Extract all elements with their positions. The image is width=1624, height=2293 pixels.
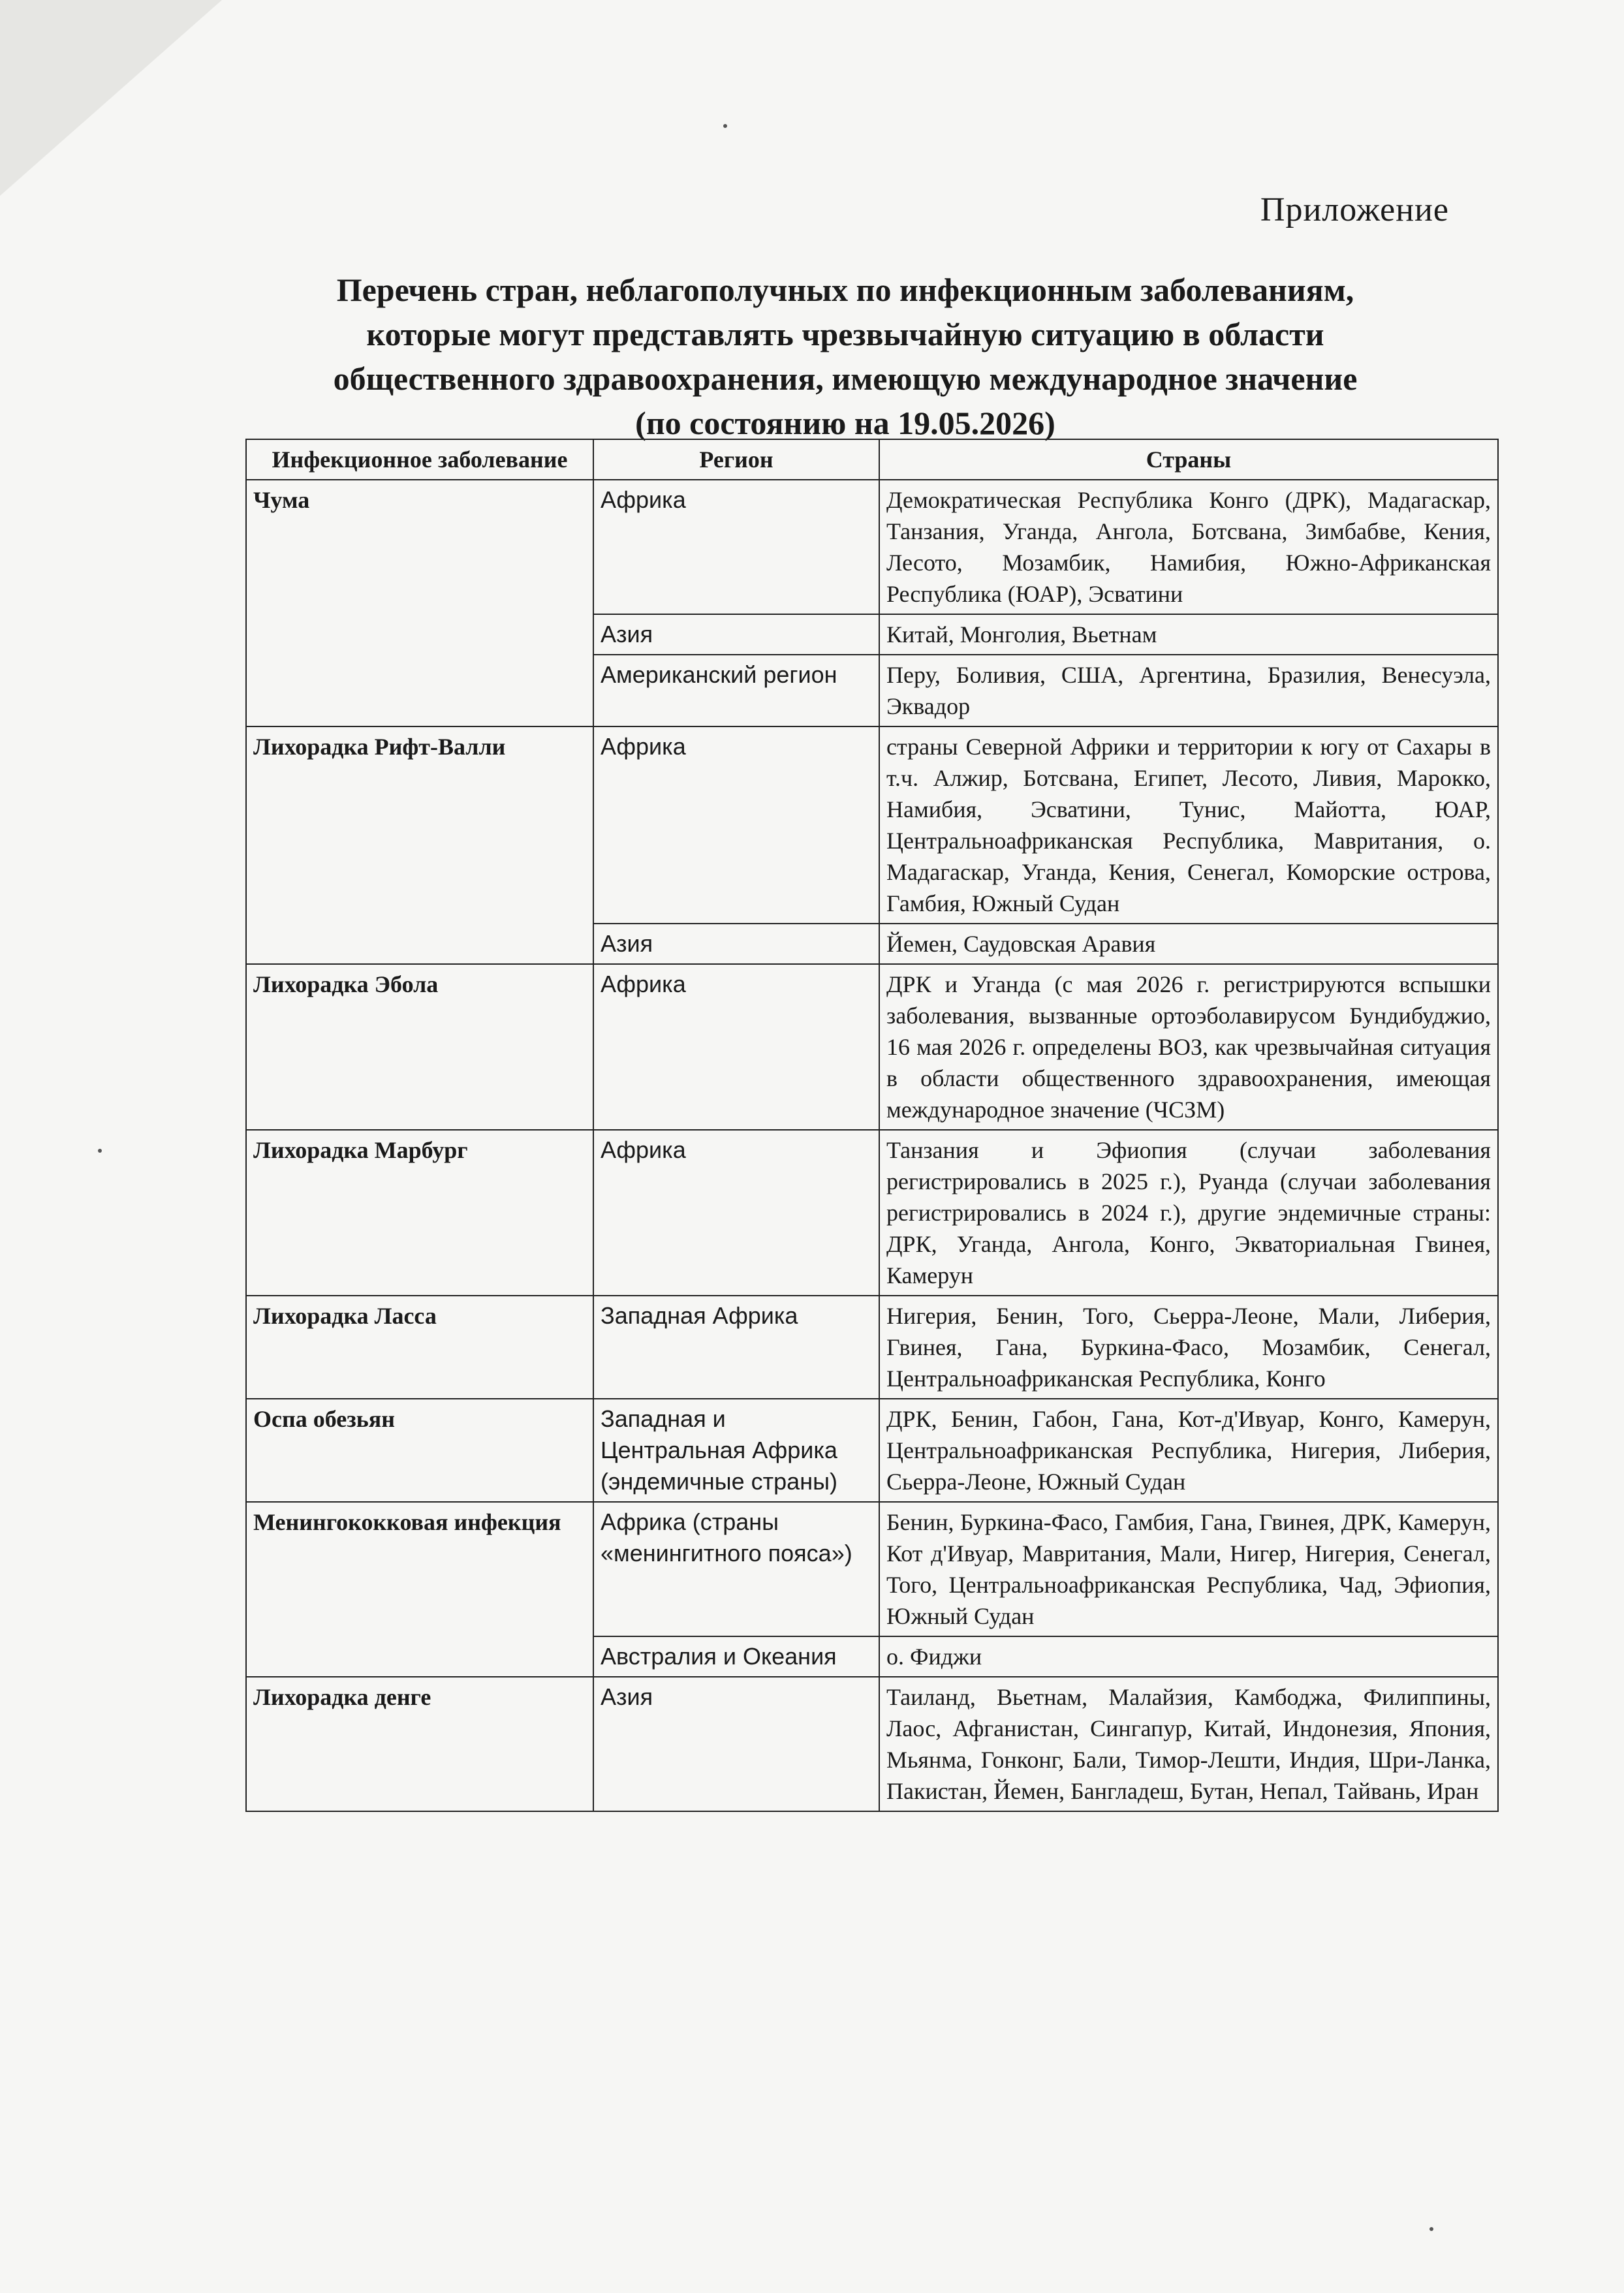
region-cell: Азия: [593, 924, 879, 964]
scan-speck: [98, 1149, 102, 1153]
countries-cell: Демократическая Республика Конго (ДРК), Мадагаскар, Танзания, Уганда, Ангола, Ботсвана, Зимбабве, Кения, Лесото, Мозамбик, Намибия, Южно-Африканская Республика (ЮАР), Эсватини: [879, 480, 1498, 614]
table-row: [246, 1399, 1498, 1502]
countries-cell: ДРК, Бенин, Габон, Гана, Кот-д'Ивуар, Конго, Камерун, Центральноафриканская Республика, Нигерия, Либерия, Сьерра-Леоне, Южный Судан: [879, 1399, 1498, 1502]
disease-cell: Менингококковая инфекция: [246, 1502, 593, 1677]
region-cell: Западная Африка: [593, 1296, 879, 1399]
scan-speck: [1429, 2227, 1433, 2231]
countries-cell: Нигерия, Бенин, Того, Сьерра-Леоне, Мали, Либерия, Гвинея, Гана, Буркина-Фасо, Мозамбик, Сенегал, Центральноафриканская Республика, Конго: [879, 1296, 1498, 1399]
countries-cell: Бенин, Буркина-Фасо, Гамбия, Гана, Гвинея, ДРК, Камерун, Кот д'Ивуар, Мавритания, Мали, Нигер, Нигерия, Сенегал, Того, Центральноафриканская Республика, Чад, Эфиопия, Южный Судан: [879, 1502, 1498, 1636]
header-region: Регион: [593, 439, 879, 480]
table-row: [246, 1502, 1498, 1636]
table-row: [246, 964, 1498, 1130]
table-row: [246, 1296, 1498, 1399]
document-title: [248, 268, 1443, 445]
region-cell: Африка: [593, 964, 879, 1130]
table-row: [246, 480, 1498, 614]
disease-cell: Оспа обезьян: [246, 1399, 593, 1502]
disease-cell: Лихорадка Эбола: [246, 964, 593, 1130]
countries-cell: Танзания и Эфиопия (случаи заболевания регистрировались в 2025 г.), Руанда (случаи заболевания регистрировались в 2024 г.), другие эндемичные страны: ДРК, Уганда, Ангола, Конго, Экваториальная Гвинея, Камерун: [879, 1130, 1498, 1296]
title-line: общественного здравоохранения, имеющую международное значение: [333, 360, 1358, 397]
region-cell: Азия: [593, 614, 879, 655]
region-cell: Австралия и Океания: [593, 1636, 879, 1677]
countries-cell: ДРК и Уганда (с мая 2026 г. регистрируются вспышки заболевания, вызванные ортоэболавирусом Бундибуджио, 16 мая 2026 г. определены ВОЗ, как чрезвычайная ситуация в области общественного здравоохранения, имеющая международное значение (ЧСЗМ): [879, 964, 1498, 1130]
table-row: [246, 1677, 1498, 1811]
disease-cell: Лихорадка Рифт-Валли: [246, 726, 593, 964]
region-cell: Западная и Центральная Африка (эндемичные страны): [593, 1399, 879, 1502]
title-line: Перечень стран, неблагополучных по инфекционным заболеваниям,: [336, 272, 1354, 308]
region-cell: Африка: [593, 1130, 879, 1296]
countries-cell: Перу, Боливия, США, Аргентина, Бразилия, Венесуэла, Эквадор: [879, 655, 1498, 726]
table-row: [246, 1130, 1498, 1296]
region-cell: Азия: [593, 1677, 879, 1811]
region-cell: Африка: [593, 480, 879, 614]
countries-cell: Таиланд, Вьетнам, Малайзия, Камбоджа, Филиппины, Лаос, Афганистан, Сингапур, Китай, Индонезия, Япония, Мьянма, Гонконг, Бали, Тимор-Лешти, Индия, Шри-Ланка, Пакистан, Йемен, Бангладеш, Бутан, Непал, Тайвань, Иран: [879, 1677, 1498, 1811]
disease-cell: Чума: [246, 480, 593, 726]
table-header-row: [246, 439, 1498, 480]
title-line: (по состоянию на 19.05.2026): [635, 405, 1055, 441]
appendix-label: Приложение: [1260, 191, 1449, 228]
table-row: [246, 726, 1498, 924]
disease-cell: Лихорадка Ласса: [246, 1296, 593, 1399]
title-line: которые могут представлять чрезвычайную ситуацию в области: [366, 316, 1324, 352]
header-countries: Страны: [879, 439, 1498, 480]
region-cell: Американский регион: [593, 655, 879, 726]
countries-cell: Китай, Монголия, Вьетнам: [879, 614, 1498, 655]
disease-cell: Лихорадка Марбург: [246, 1130, 593, 1296]
countries-cell: о. Фиджи: [879, 1636, 1498, 1677]
region-cell: Африка (страны «менингитного пояса»): [593, 1502, 879, 1636]
disease-cell: Лихорадка денге: [246, 1677, 593, 1811]
folded-corner: [0, 0, 222, 196]
countries-cell: страны Северной Африки и территории к югу от Сахары в т.ч. Алжир, Ботсвана, Египет, Лесото, Ливия, Марокко, Намибия, Эсватини, Тунис, Майотта, ЮАР, Центральноафриканская Республика, Мавритания, о. Мадагаскар, Уганда, Кения, Сенегал, Коморские острова, Гамбия, Южный Судан: [879, 726, 1498, 924]
header-disease: Инфекционное заболевание: [246, 439, 593, 480]
countries-table: [245, 439, 1499, 1812]
countries-cell: Йемен, Саудовская Аравия: [879, 924, 1498, 964]
scan-speck: [723, 124, 727, 128]
region-cell: Африка: [593, 726, 879, 924]
